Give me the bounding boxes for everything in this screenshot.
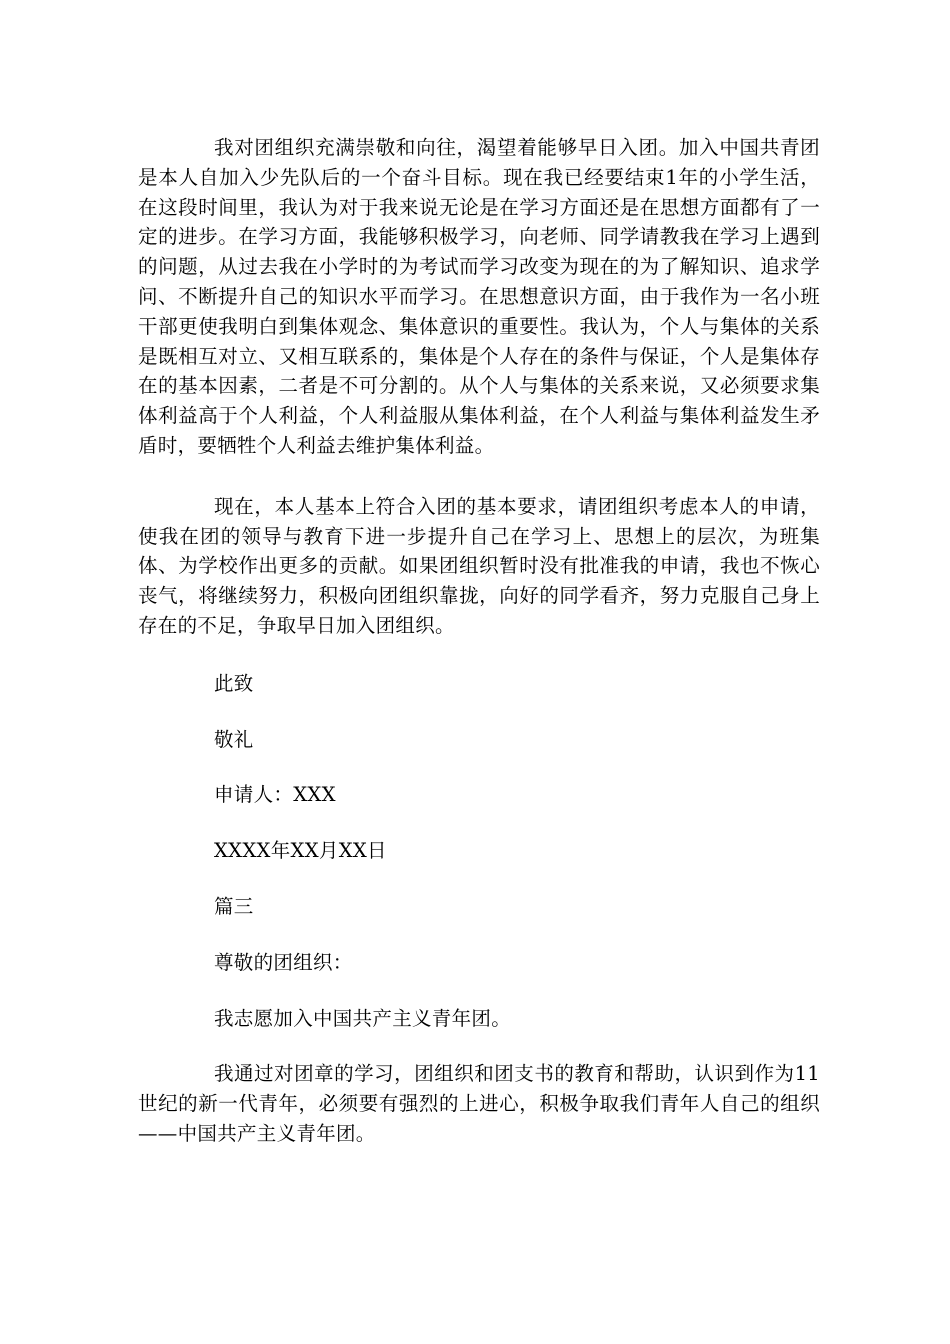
statement: 我志愿加入中国共产主义青年团。	[214, 1006, 512, 1030]
document-page	[138, 133, 820, 1149]
closing-jingli: 敬礼	[214, 727, 254, 751]
applicant-signature: 申请人：XXX	[214, 783, 336, 807]
application-date: XXXX年XX月XX日	[214, 839, 387, 863]
salutation: 尊敬的团组织：	[214, 950, 353, 974]
section-title: 篇三	[214, 894, 254, 918]
closing-cizhi: 此致	[214, 671, 254, 695]
paragraph-study: 我通过对团章的学习，团组织和团支书的教育和帮助，认识到作为11世纪的新一代青年，必须要有强烈的上进心，积极争取我们青年人自己的组织——中国共产主义青年团。	[138, 1062, 820, 1145]
paragraph-motivation: 我对团组织充满崇敬和向往，渴望着能够早日入团。加入中国共青团是本人自加入少先队后的一个奋斗目标。现在我已经要结束1年的小学生活，在这段时间里，我认为对于我来说无论是在学习方面还是在思想方面都有了一定的进步。在学习方面，我能够积极学习，向老师、同学请教我在学习上遇到的问题，从过去我在小学时的为考试而学习改变为现在的为了解知识、追求学问、不断提升自己的知识水平而学习。在思想意识方面，由于我作为一名小班干部更使我明白到集体观念、集体意识的重要性。我认为，个人与集体的关系是既相互对立、又相互联系的，集体是个人存在的条件与保证，个人是集体存在的基本因素，二者是不可分割的。从个人与集体的关系来说，又必须要求集体利益高于个人利益，个人利益服从集体利益，在个人利益与集体利益发生矛盾时，要牺牲个人利益去维护集体利益。	[138, 136, 820, 457]
paragraph-request: 现在，本人基本上符合入团的基本要求，请团组织考虑本人的申请，使我在团的领导与教育下进一步提升自己在学习上、思想上的层次，为班集体、为学校作出更多的贡献。如果团组织暂时没有批准我的申请，我也不恢心丧气，将继续努力，积极向团组织靠拢，向好的同学看齐，努力克服自己身上存在的不足，争取早日加入团组织。	[138, 494, 820, 637]
